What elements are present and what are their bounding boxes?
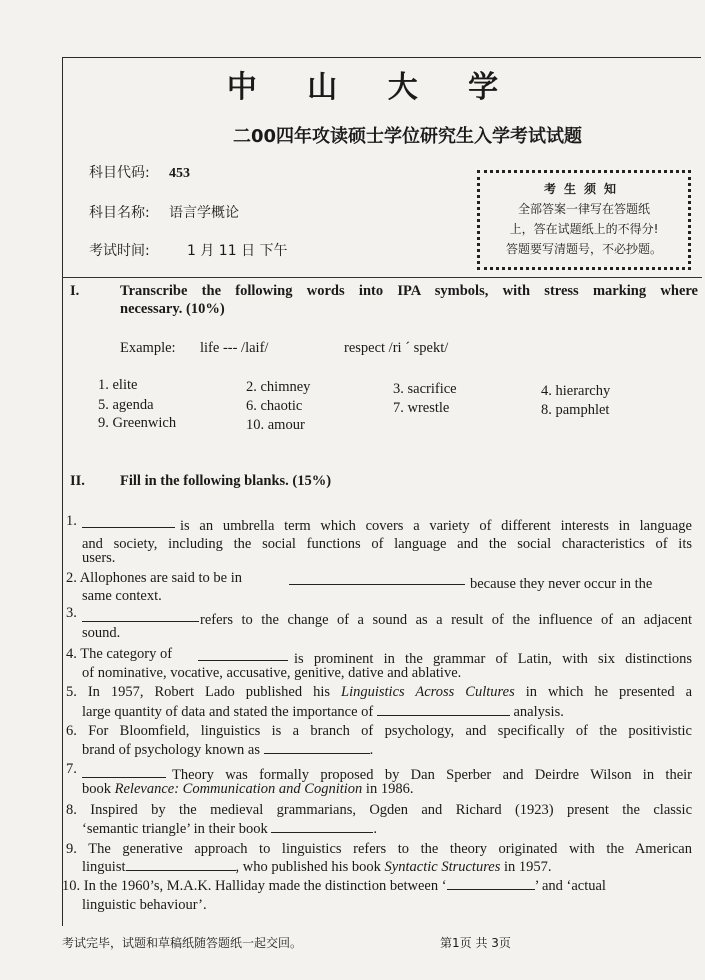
example-life: life --- /laif/ bbox=[200, 340, 269, 356]
q4-start: 4. The category of bbox=[66, 646, 173, 662]
footer-note: 考试完毕，试题和草稿纸随答题纸一起交回。 bbox=[62, 936, 303, 950]
example-respect: respect /ri ˊ spekt/ bbox=[344, 340, 449, 356]
word-item: 10. amour bbox=[246, 417, 305, 433]
q5-text: in which he presented a bbox=[525, 684, 693, 700]
subject-name-label: 科目名称: bbox=[89, 205, 150, 221]
subject-code-label: 科目代码: bbox=[89, 165, 150, 181]
q3-line1: refers to the change of a sound as a result of the influence of an adjacent bbox=[200, 612, 692, 628]
word-item: 1. elite bbox=[98, 377, 138, 393]
word-item: 8. pamphlet bbox=[541, 402, 610, 418]
section2-number: II. bbox=[70, 473, 85, 489]
notice-line: 答题要写清题号，不必抄题。 bbox=[505, 242, 662, 256]
subject-name bbox=[89, 202, 239, 222]
exam-time bbox=[89, 240, 288, 260]
q3-number: 3. bbox=[66, 605, 77, 621]
q8-text: ‘semantic triangle’ in their book bbox=[82, 821, 268, 837]
section1-number: I. bbox=[70, 283, 80, 299]
header-separator bbox=[62, 277, 702, 278]
q10-text: ’ and ‘actual bbox=[534, 878, 606, 894]
section2-instruction: Fill in the following blanks. (15%) bbox=[120, 473, 332, 489]
q3-line2: sound. bbox=[82, 625, 121, 641]
q7-blank bbox=[82, 765, 166, 778]
q8-line2 bbox=[82, 820, 377, 838]
word-item: 2. chimney bbox=[246, 379, 311, 395]
candidate-notice-box bbox=[477, 170, 691, 270]
q9-text: , who published his book bbox=[235, 859, 381, 875]
exam-time-value: 1 月 11 日 下午 bbox=[187, 243, 288, 259]
q5-line2 bbox=[82, 703, 564, 721]
q2-blank bbox=[289, 572, 465, 585]
q9-line2 bbox=[82, 858, 552, 876]
word-item: 9. Greenwich bbox=[98, 415, 177, 431]
q6-line1: 6. For Bloomfield, linguistics is a branch of psychology, and specifically of the positivistic bbox=[66, 723, 692, 739]
q6-text: brand of psychology known as bbox=[82, 742, 261, 758]
university-name: 中 山 大 学 bbox=[226, 70, 519, 105]
q10-line2: linguistic behaviour’. bbox=[82, 897, 207, 913]
q1-blank bbox=[82, 515, 175, 528]
q3-blank bbox=[82, 609, 199, 622]
word-item: 5. agenda bbox=[98, 397, 154, 413]
q6-blank bbox=[264, 741, 370, 754]
q1-line2: and society, including the social functions of language and the social characteristics of its bbox=[82, 536, 692, 552]
section1-instruction-line1: Transcribe the following words into IPA symbols, with stress marking where bbox=[120, 283, 698, 299]
subject-code-value: 453 bbox=[169, 166, 190, 181]
q4-line2: of nominative, vocative, accusative, genitive, dative and ablative. bbox=[82, 665, 462, 681]
notice-title: 考生须知 bbox=[543, 182, 624, 196]
example-label: Example: bbox=[120, 340, 176, 356]
exam-time-label: 考试时间: bbox=[89, 243, 150, 259]
q6-line2 bbox=[82, 741, 373, 759]
q10-blank bbox=[447, 877, 535, 890]
q7-line1: Theory was formally proposed by Dan Sperber and Deirdre Wilson in their bbox=[172, 767, 692, 783]
notice-line: 上，答在试题纸上的不得分! bbox=[509, 222, 659, 236]
q7-book-title: Relevance: Communication and Cognition bbox=[114, 781, 363, 797]
q5-text: large quantity of data and stated the importance of bbox=[82, 704, 374, 720]
q1-number: 1. bbox=[66, 513, 77, 529]
q4-line1: is prominent in the grammar of Latin, with six distinctions bbox=[294, 651, 692, 667]
q2-line2: same context. bbox=[82, 588, 162, 604]
word-item: 4. hierarchy bbox=[541, 383, 611, 399]
notice-line: 全部答案一律写在答题纸 bbox=[517, 202, 650, 216]
q9-text: in 1957. bbox=[504, 859, 552, 875]
q8-blank bbox=[271, 820, 373, 833]
q9-line1: 9. The generative approach to linguistics refers to the theory originated with the American bbox=[66, 841, 692, 857]
q2-end: because they never occur in the bbox=[470, 576, 653, 592]
q7-line2 bbox=[82, 780, 413, 798]
q7-text: in 1986. bbox=[365, 781, 414, 797]
q1-line1: is an umbrella term which covers a variety of different interests in language bbox=[180, 518, 692, 534]
q5-text: 5. In 1957, Robert Lado published his bbox=[66, 684, 331, 700]
q2-start: 2. Allophones are said to be in bbox=[66, 570, 242, 586]
q4-blank bbox=[198, 648, 288, 661]
q10-text: 10. In the 1960’s, M.A.K. Halliday made the distinction between ‘ bbox=[62, 878, 447, 894]
q5-text: analysis. bbox=[513, 704, 564, 720]
q9-blank bbox=[126, 858, 236, 871]
q6-text: . bbox=[369, 742, 374, 758]
q7-text: book bbox=[82, 781, 111, 797]
q9-text: linguist bbox=[82, 859, 126, 875]
q10-line1 bbox=[62, 877, 606, 895]
word-item: 7. wrestle bbox=[393, 400, 450, 416]
word-item: 6. chaotic bbox=[246, 398, 303, 414]
subject-code bbox=[89, 162, 190, 182]
q5-book-title: Linguistics Across Cultures bbox=[341, 684, 515, 700]
q8-text: . bbox=[373, 821, 378, 837]
q5-line1 bbox=[66, 683, 692, 701]
page-number: 第1页 共 3页 bbox=[440, 936, 511, 950]
q9-book-title: Syntactic Structures bbox=[384, 859, 501, 875]
word-item: 3. sacrifice bbox=[393, 381, 457, 397]
q5-blank bbox=[377, 703, 510, 716]
q8-line1: 8. Inspired by the medieval grammarians, Ogden and Richard (1923) present the classic bbox=[66, 802, 692, 818]
section1-instruction-line2: necessary. (10%) bbox=[120, 301, 225, 317]
exam-title: 二00四年攻读硕士学位研究生入学考试试题 bbox=[232, 126, 583, 147]
q1-line3: users. bbox=[82, 550, 116, 566]
q7-number: 7. bbox=[66, 761, 77, 777]
subject-name-value: 语言学概论 bbox=[169, 205, 239, 221]
